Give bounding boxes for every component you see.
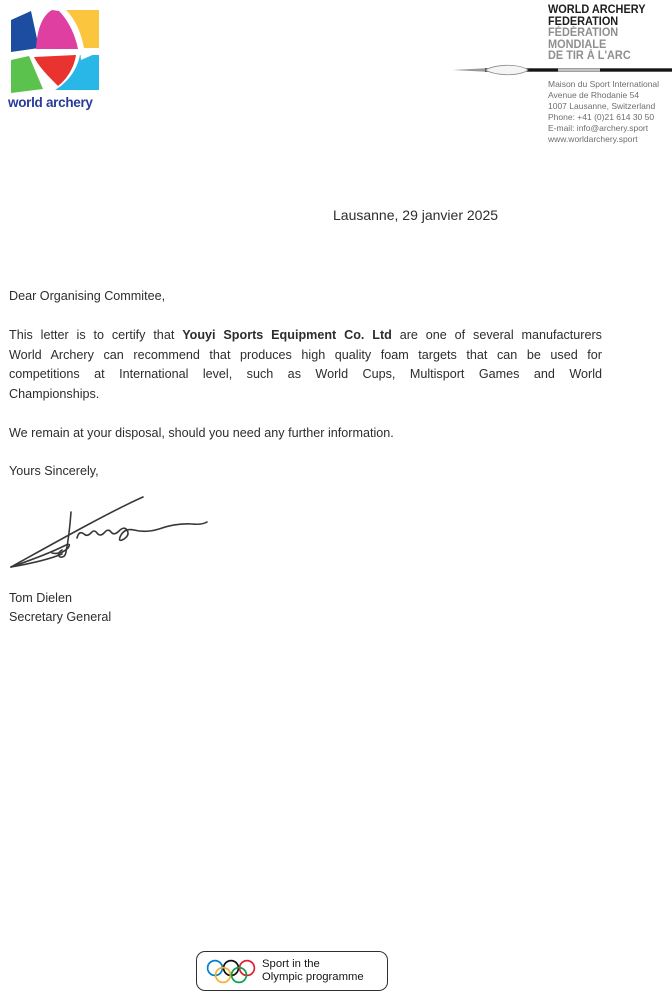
paragraph-disposal: We remain at your disposal, should you need any further information. [9,426,394,440]
address-line: 1007 Lausanne, Switzerland [548,101,656,111]
closing: Yours Sincerely, [9,464,99,478]
arrow-graphic-icon [452,64,672,76]
paragraph-line: Championships. [9,386,100,401]
address-line: www.worldarchery.sport [548,134,638,144]
org-name-line: FÉDÉRATION [548,27,619,39]
company-name: Youyi Sports Equipment Co. Ltd [182,328,392,342]
arrow-fletching [485,65,528,74]
org-name-line: DE TIR À L'ARC [548,50,631,63]
org-name-french [548,28,635,63]
address-line: Avenue de Rhodanie 54 [548,90,640,100]
signer-title: Secretary General [9,610,112,624]
org-name-line: MONDIALE [548,38,607,51]
paragraph-certification [9,326,602,404]
line1-post: are one of several manufacturers [391,328,602,342]
org-name-line: WORLD ARCHERY [548,4,646,16]
arrow-tip [452,68,486,71]
org-name-english [548,5,651,28]
address-line: Phone: +41 (0)21 614 30 50 [548,112,655,122]
address-line: E-mail: info@archery.sport [548,123,649,133]
olympic-programme-badge [196,951,388,991]
address-block [548,79,659,145]
logo-segment-blue [11,11,39,52]
signature-strokes [11,497,207,567]
paragraph-line: competitions at International level, such as World Cups, Multisport Games and World [9,367,602,381]
signer-name: Tom Dielen [9,591,72,605]
salutation: Dear Organising Commitee, [9,289,166,303]
signature-image [4,487,219,573]
line1-pre: This letter is to certify that [9,328,183,342]
paragraph-line [9,326,602,346]
olympic-rings-icon [206,958,258,985]
world-archery-wordmark: world archery [8,95,93,110]
badge-text-line: Sport in the [262,958,320,970]
dateline: Lausanne, 29 janvier 2025 [333,207,499,223]
org-name-line: FEDERATION [548,15,619,28]
paragraph-line: World Archery can recommend that produces high quality foam targets that can be used for [9,347,602,362]
address-line: Maison du Sport International [548,79,660,89]
badge-text-line: Olympic programme [262,971,364,984]
arrow-shaft-highlight [558,69,600,72]
badge-text [262,958,364,985]
world-archery-logo-icon [10,10,100,93]
